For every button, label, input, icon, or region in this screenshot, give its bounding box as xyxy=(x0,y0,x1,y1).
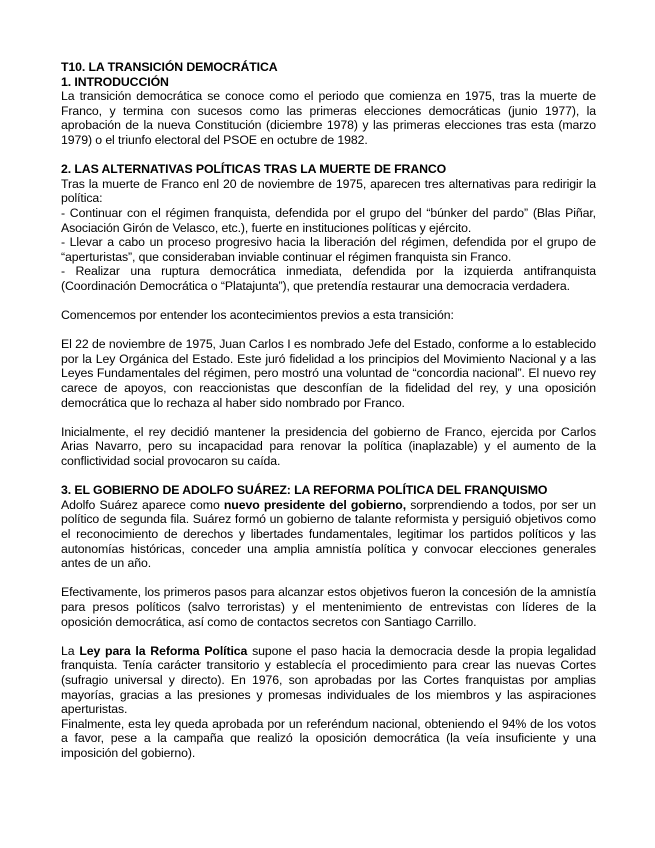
section-3-p1-text-start: Adolfo Suárez aparece como xyxy=(61,497,224,512)
section-3-paragraph-3 xyxy=(61,644,596,717)
spacer xyxy=(61,323,596,338)
section-1-paragraph-1: La transición democrática se conoce como el periodo que comienza en 1975, tras la muerte de Franco, y termina con sucesos como las primeras elecciones democráticas (junio 1977), la aprobación de la nueva Constitución (diciembre 1978) y las primeras elecciones tras esta (marzo 1979) o el triunfo electoral del PSOE en octubre de 1982. xyxy=(61,89,596,147)
section-3-heading: 3. EL GOBIERNO DE ADOLFO SUÁREZ: LA REFORMA POLÍTICA DEL FRANQUISMO xyxy=(61,483,548,498)
document-title: T10. LA TRANSICIÓN DEMOCRÁTICA xyxy=(61,60,278,74)
section-3-p1-text-end: sorprendiendo a todos, por ser un político de segunda fila. Suárez formó un gobierno de talante reformista y persiguió objetivos como el reconocimiento de derechos y libertades fundamentales, legitimar los partidos políticos y las autonomías históricas, conceder una amplia amnistía política y convocar elecciones generales antes de un año. xyxy=(61,497,596,571)
section-3-p3-text-start: La xyxy=(61,643,80,658)
section-2-alternative-1: - Continuar con el régimen franquista, defendida por el grupo del “búnker del pardo” (Blas Piñar, Asociación Girón de Velasco, etc.), fuerte en instituciones políticas y ejército. xyxy=(61,205,596,235)
section-2-intro: Tras la muerte de Franco enl 20 de noviembre de 1975, aparecen tres alternativas para redirigir la política: xyxy=(61,176,596,206)
spacer xyxy=(61,629,596,644)
spacer xyxy=(61,410,596,425)
spacer xyxy=(61,469,596,484)
section-3-paragraph-1 xyxy=(61,498,596,571)
spacer xyxy=(61,148,596,163)
section-1-heading: 1. INTRODUCCIÓN xyxy=(61,74,169,89)
spacer xyxy=(61,571,596,586)
section-3-p3-text-end: supone el paso hacia la democracia desde la propia legalidad franquista. Tenía carácter transitorio y establecía el procedimiento para crear las nuevas Cortes (sufragio universal y directo). En 1976, son aprobadas por las Cortes franquistas por amplias mayorías, gracias a las presiones y promesas individuales de los miembros y las aspiraciones aperturistas. xyxy=(61,643,597,717)
section-2-heading: 2. LAS ALTERNATIVAS POLÍTICAS TRAS LA MUERTE DE FRANCO xyxy=(61,162,447,177)
section-3-paragraph-4: Finalmente, esta ley queda aprobada por un referéndum nacional, obteniendo el 94% de los votos a favor, pese a la campaña que realizó la oposición democrática (la veía insuficiente y una imposición del gobierno). xyxy=(61,716,596,760)
section-3-p1-bold-text: nuevo presidente del gobierno, xyxy=(223,497,407,512)
spacer xyxy=(61,294,596,309)
section-2-paragraph-4: Inicialmente, el rey decidió mantener la presidencia del gobierno de Franco, ejercida por Carlos Arias Navarro, pero su incapacidad para renovar la política (inaplazable) y el aumento de la conflictividad social provocaron su caída. xyxy=(61,424,596,469)
section-2-alternative-2: - Llevar a cabo un proceso progresivo hacia la liberación del régimen, defendida por el grupo de “aperturistas”, que consideraban inviable continuar el régimen franquista sin Franco. xyxy=(61,235,596,264)
section-2-paragraph-3: El 22 de noviembre de 1975, Juan Carlos I es nombrado Jefe del Estado, conforme a lo establecido por la Ley Orgánica del Estado. Este juró fidelidad a los principios del Movimiento Nacional y a las Leyes Fundamentales del régimen, pero mostró una voluntad de “concordia nacional”. El nuevo rey carece de apoyos, con reaccionistas que desconfían de la fidelidad del rey, y una oposición democrática que lo rechaza al haber sido nombrado por Franco. xyxy=(61,337,596,410)
section-3-p3-bold-text: Ley para la Reforma Política xyxy=(79,643,248,658)
document-body xyxy=(61,60,596,761)
section-2-alternative-3: - Realizar una ruptura democrática inmediata, defendida por la izquierda antifranquista (Coordinación Democrática o “Platajunta”), que pretendía restaurar una democracia verdadera. xyxy=(61,264,596,293)
section-3-paragraph-2: Efectivamente, los primeros pasos para alcanzar estos objetivos fueron la concesión de la amnistía para presos políticos (salvo terroristas) y el mentenimiento de entrevistas con líderes de la oposición democrática, así como de contactos secretos con Santiago Carrillo. xyxy=(61,585,596,629)
section-2-paragraph-2: Comencemos por entender los acontecimientos previos a esta transición: xyxy=(61,308,454,323)
